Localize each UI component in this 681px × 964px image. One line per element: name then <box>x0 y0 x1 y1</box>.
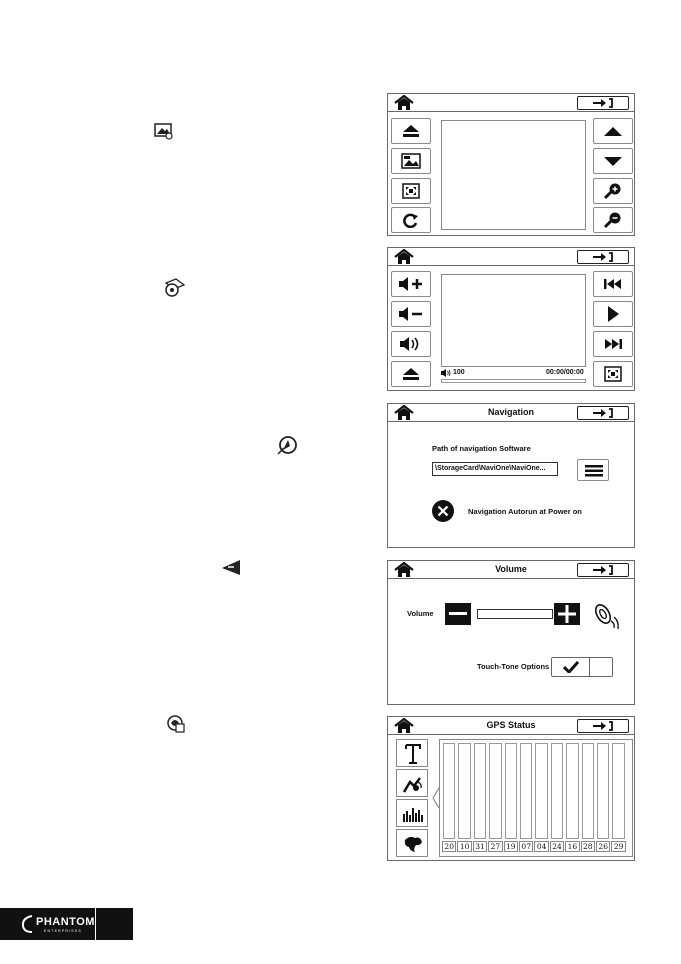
mute-toggle-button[interactable] <box>391 331 431 357</box>
image-display-area <box>441 120 586 230</box>
touch-tone-on-segment[interactable] <box>552 658 590 676</box>
volume-decrease-button[interactable] <box>445 603 471 625</box>
photo-viewer-panel <box>387 93 635 236</box>
satellite-id-label: 10 <box>457 841 471 852</box>
minus-icon <box>449 612 467 616</box>
satellite-view-tab[interactable] <box>396 769 428 797</box>
gallery-icon <box>401 153 421 169</box>
exit-button[interactable] <box>577 250 629 264</box>
satellite-signal-bar <box>520 743 532 839</box>
satellite-signal-bar <box>612 743 624 839</box>
eject-button[interactable] <box>391 118 431 144</box>
brand-logo <box>0 908 133 940</box>
eject-button[interactable] <box>391 361 431 387</box>
satellite-id-label: 28 <box>581 841 595 852</box>
satellite-signal-bar <box>474 743 486 839</box>
previous-track-button[interactable] <box>593 271 633 297</box>
satellite-id-label: 26 <box>596 841 610 852</box>
zoom-out-button[interactable] <box>593 207 633 233</box>
fullscreen-icon <box>402 183 420 199</box>
checkmark-icon <box>563 661 579 673</box>
satellite-id-label: 31 <box>473 841 487 852</box>
scroll-up-button[interactable] <box>593 118 633 144</box>
video-player-panel <box>387 247 635 391</box>
plus-icon <box>558 605 576 623</box>
satellite-id-label: 19 <box>504 841 518 852</box>
volume-down-button[interactable] <box>391 301 431 327</box>
eject-icon <box>400 123 422 139</box>
satellite-signal-bar <box>535 743 547 839</box>
satellite-signal-bar <box>597 743 609 839</box>
exit-arrow-icon <box>592 721 614 731</box>
text-t-icon <box>404 743 422 765</box>
satellite-signal-bar <box>489 743 501 839</box>
exit-button[interactable] <box>577 563 629 577</box>
volume-settings-panel <box>387 560 635 705</box>
play-icon <box>606 305 620 323</box>
satellite-signal-chart <box>439 739 633 857</box>
home-icon[interactable] <box>394 405 414 421</box>
volume-down-icon <box>398 306 424 322</box>
volume-slider[interactable] <box>477 609 553 619</box>
touch-tone-toggle[interactable] <box>551 657 613 677</box>
gps-status-icon <box>166 714 186 734</box>
fullscreen-icon <box>604 366 622 382</box>
signal-bars-icon <box>402 805 424 823</box>
satellite-id-label: 24 <box>550 841 564 852</box>
logo-text: PHANTOM <box>36 916 95 928</box>
eject-icon <box>400 366 422 382</box>
text-info-tab[interactable] <box>396 739 428 767</box>
page-title: Volume <box>495 564 527 574</box>
volume-increase-button[interactable] <box>554 603 580 625</box>
logo-subtext: ENTERPRISES <box>44 929 82 933</box>
browse-button[interactable] <box>577 459 609 481</box>
touch-tone-label: Touch-Tone Options <box>477 662 550 671</box>
satellite-signal-bar <box>582 743 594 839</box>
down-arrow-icon <box>602 155 624 167</box>
satellite-id-label: 29 <box>611 841 625 852</box>
satellite-id-label: 20 <box>442 841 456 852</box>
video-player-icon <box>162 277 186 297</box>
panel-header <box>388 94 634 112</box>
path-label: Path of navigation Software <box>432 444 531 453</box>
next-icon <box>603 338 623 350</box>
panel-header <box>388 717 634 735</box>
zoom-out-icon <box>603 211 623 229</box>
navigation-compass-icon <box>276 434 298 456</box>
exit-arrow-icon <box>592 252 614 262</box>
phantom-logo-mark-icon <box>20 914 36 934</box>
progress-bar[interactable] <box>441 379 586 383</box>
exit-arrow-icon <box>592 408 614 418</box>
home-icon[interactable] <box>394 249 414 265</box>
satellite-id-label: 04 <box>534 841 548 852</box>
satellite-signal-bar <box>443 743 455 839</box>
autorun-toggle-off-icon[interactable] <box>432 500 454 522</box>
exit-button[interactable] <box>577 96 629 110</box>
satellite-id-label: 27 <box>488 841 502 852</box>
video-display-area <box>441 274 586 367</box>
next-track-button[interactable] <box>593 331 633 357</box>
rotate-button[interactable] <box>391 207 431 233</box>
path-input[interactable]: \StorageCard\NaviOne\NaviOne... <box>432 462 558 476</box>
world-map-tab[interactable] <box>396 829 428 857</box>
page-title: GPS Status <box>486 720 536 730</box>
logo-divider <box>95 908 96 940</box>
gallery-button[interactable] <box>391 148 431 174</box>
home-icon[interactable] <box>394 562 414 578</box>
panel-header <box>388 248 634 266</box>
exit-button[interactable] <box>577 719 629 733</box>
scroll-down-button[interactable] <box>593 148 633 174</box>
signal-bars-tab[interactable] <box>396 799 428 827</box>
speaker-sound-icon <box>592 601 620 631</box>
home-icon[interactable] <box>394 718 414 734</box>
satellite-signal-bar <box>566 743 578 839</box>
satellite-signal-bar <box>458 743 470 839</box>
volume-readout: 100 <box>453 369 465 376</box>
play-button[interactable] <box>593 301 633 327</box>
volume-level-icon <box>441 369 451 377</box>
satellite-icon <box>402 774 424 794</box>
list-icon <box>585 464 603 478</box>
volume-icon <box>220 558 244 576</box>
navigation-settings-panel <box>387 403 635 548</box>
zoom-in-icon <box>603 182 623 200</box>
fullscreen-button[interactable] <box>391 178 431 204</box>
satellite-signal-bar <box>505 743 517 839</box>
exit-arrow-icon <box>592 98 614 108</box>
satellite-id-label: 07 <box>519 841 533 852</box>
page-title: Navigation <box>487 407 534 417</box>
panel-header <box>388 561 634 579</box>
up-arrow-icon <box>602 125 624 137</box>
panel-header <box>388 404 634 422</box>
satellite-signal-bar <box>551 743 563 839</box>
volume-label: Volume <box>407 609 434 618</box>
globe-icon <box>402 834 424 854</box>
rotate-icon <box>402 212 420 228</box>
time-readout: 00:00/00:00 <box>546 369 584 376</box>
exit-arrow-icon <box>592 565 614 575</box>
photo-viewer-icon <box>154 122 174 140</box>
volume-up-icon <box>398 276 424 292</box>
zoom-in-button[interactable] <box>593 178 633 204</box>
speaker-icon <box>399 336 423 352</box>
autorun-label: Navigation Autorun at Power on <box>468 507 582 516</box>
satellite-id-label: 16 <box>565 841 579 852</box>
gps-status-panel <box>387 716 635 861</box>
volume-up-button[interactable] <box>391 271 431 297</box>
fullscreen-button[interactable] <box>593 361 633 387</box>
previous-icon <box>603 278 623 290</box>
exit-button[interactable] <box>577 406 629 420</box>
home-icon[interactable] <box>394 95 414 111</box>
